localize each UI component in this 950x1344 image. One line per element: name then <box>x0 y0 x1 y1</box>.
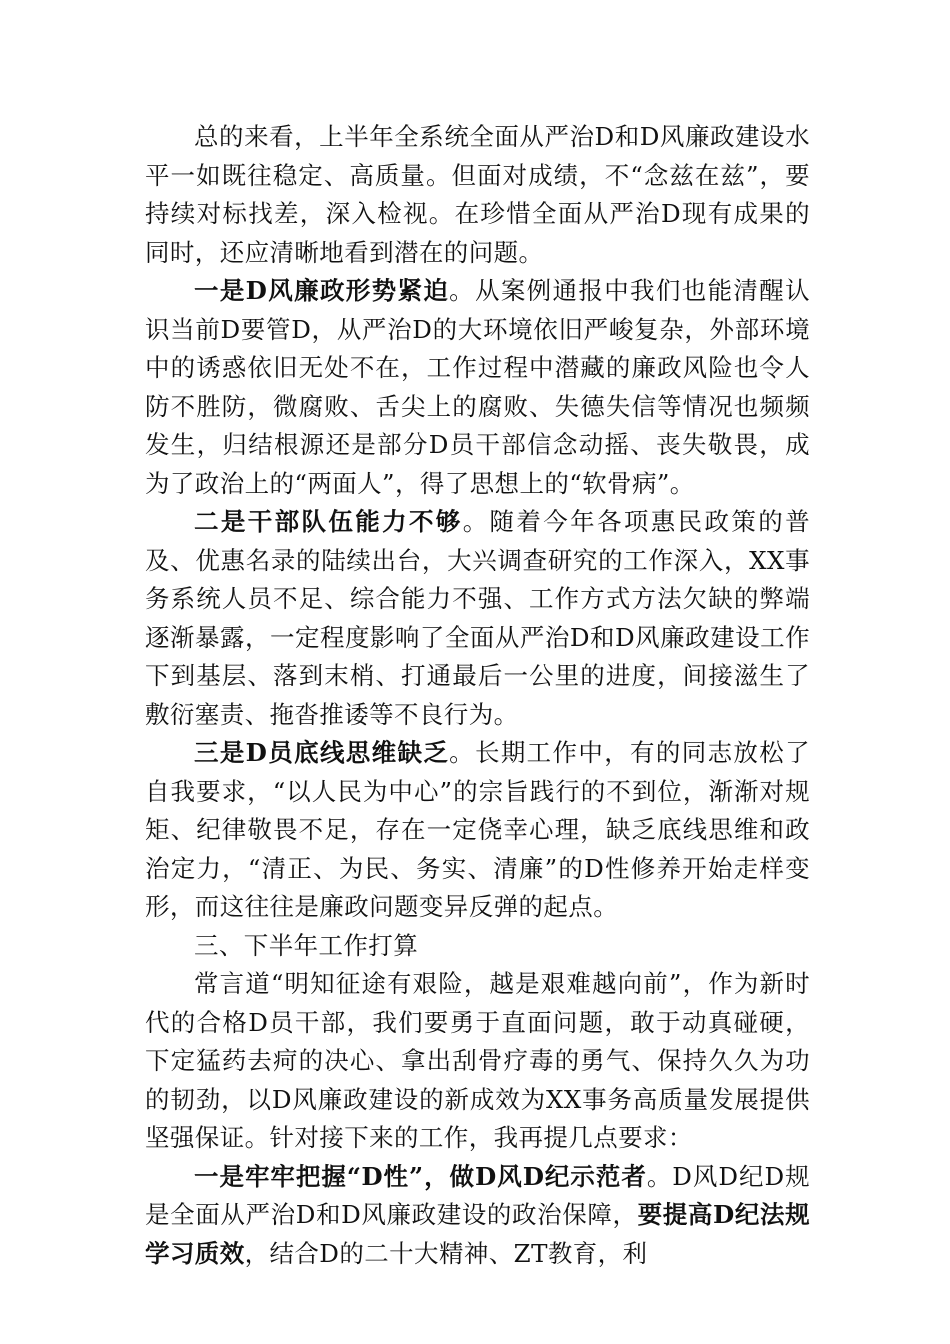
paragraph-text: 。从案例通报中我们也能清醒认识当前D要管D，从严治D的大环境依旧严峻复杂，外部环境中的诱惑依旧无处不在，工作过程中潜藏的廉政风险也令人防不胜防，微腐败、舌尖上的腐败、失德失信等情况也频频发生，归结根源还是部分D员干部信念动摇、丧失敬畏，成为了政治上的“两面人”，得了思想上的“软骨病”。 <box>145 276 810 498</box>
paragraph-intro <box>145 965 810 1158</box>
paragraph-lead: 二是干部队伍能力不够 <box>194 507 463 536</box>
heading-text: 三、下半年工作打算 <box>194 930 419 960</box>
paragraph-emphasis: 要提高D纪法规学习质效 <box>145 1200 810 1268</box>
paragraph-text: 常言道“明知征途有艰险，越是艰难越向前”，作为新时代的合格D员干部，我们要勇于直面问题，敢于动真碰硬，下定猛药去疴的决心、拿出刮骨疗毒的勇气、保持久久为功的韧劲，以D风廉政建设的新成效为XX事务高质量发展提供坚强保证。针对接下来的工作，我再提几点要求： <box>145 969 810 1152</box>
section-heading <box>145 927 810 966</box>
paragraph-lead: 三是D员底线思维缺乏 <box>194 738 450 767</box>
paragraph-point-1 <box>145 272 810 503</box>
paragraph-tail: ，结合D的二十大精神、ZT教育，利 <box>244 1238 648 1268</box>
paragraph-requirement-1 <box>145 1158 810 1274</box>
paragraph-text: 。D风D纪D规是全面从严治D和D风廉政建设的政治保障， <box>145 1161 810 1229</box>
paragraph-text: 总的来看，上半年全系统全面从严治D和D风廉政建设水平一如既往稳定、高质量。但面对成绩，不“念兹在兹”，要持续对标找差，深入检视。在珍惜全面从严治D现有成果的同时，还应清晰地看到潜在的问题。 <box>145 122 810 267</box>
paragraph-point-2 <box>145 503 810 734</box>
document-body <box>145 118 810 1273</box>
paragraph-point-3 <box>145 734 810 927</box>
paragraph-lead: 一是D风廉政形势紧迫 <box>194 276 450 305</box>
paragraph-summary <box>145 118 810 272</box>
paragraph-lead: 一是牢牢把握“D性”，做D风D纪示范者 <box>194 1161 647 1191</box>
paragraph-text: 。长期工作中，有的同志放松了自我要求，“以人民为中心”的宗旨践行的不到位，渐渐对规矩、纪律敬畏不足，存在一定侥幸心理，缺乏底线思维和政治定力，“清正、为民、务实、清廉”的D性修养开始走样变形，而这往往是廉政问题变异反弹的起点。 <box>145 738 810 921</box>
paragraph-text: 。随着今年各项惠民政策的普及、优惠名录的陆续出台，大兴调查研究的工作深入，XX事务系统人员不足、综合能力不强、工作方式方法欠缺的弊端逐渐暴露，一定程度影响了全面从严治D和D风廉政建设工作下到基层、落到末梢、打通最后一公里的进度，间接滋生了敷衍塞责、拖沓推诿等不良行为。 <box>145 507 811 729</box>
